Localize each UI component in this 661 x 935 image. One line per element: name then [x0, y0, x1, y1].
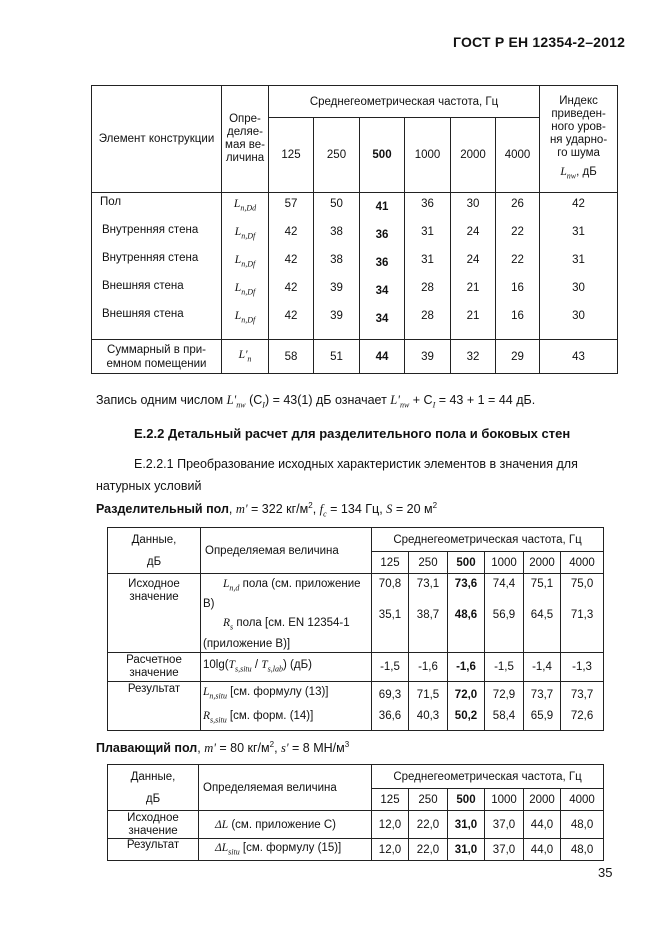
total-500: 44 [360, 340, 405, 374]
t2-freq-4000: 4000 [561, 552, 604, 574]
t2-calc-2000: -1,4 [524, 652, 561, 681]
t2-result-125: 69,3 36,6 [372, 681, 409, 731]
t2-result-250: 71,5 40,3 [409, 681, 448, 731]
header-index: Индекс приведен- ного уров- ня ударно- го шума $L_{nw}$, дБ [540, 86, 618, 193]
t2-result-2000: 73,7 65,9 [524, 681, 561, 731]
t2-initial-250: 73,1 38,7 [409, 574, 448, 653]
freq-250: 250 [314, 118, 360, 193]
freq-2000: 2000 [451, 118, 496, 193]
t2-calc-500: -1,6 [448, 652, 485, 681]
total-4000: 29 [496, 340, 540, 374]
header-frequency: Среднегеометрическая частота, Гц [269, 86, 540, 118]
t2-header-quantity: Определяемая величина [201, 528, 372, 574]
t3-freq-500: 500 [448, 789, 485, 811]
t2-initial-label: Исходное значение [108, 574, 201, 653]
section-heading: Е.2.2 Детальный расчет для разделительного пола и боковых стен [134, 426, 571, 441]
t3-header-quantity: Определяемая величина [199, 765, 372, 811]
t3-result-250: 22,0 [409, 839, 448, 861]
t3-freq-1000: 1000 [485, 789, 524, 811]
t2-initial-1000: 74,4 56,9 [485, 574, 524, 653]
t2-calc-4000: -1,3 [561, 652, 604, 681]
t2-result-1000: 72,9 58,4 [485, 681, 524, 731]
col-index: 42 31 31 30 30 [540, 193, 618, 340]
freq-4000: 4000 [496, 118, 540, 193]
total-index: 43 [540, 340, 618, 374]
total-1000: 39 [405, 340, 451, 374]
total-2000: 32 [451, 340, 496, 374]
total-element: Суммарный в при- емном помещении [92, 340, 222, 374]
t2-calc-quantity: $10\lg(T_{s,situ} / T_{s,lab})$ (дБ) [201, 652, 372, 681]
impact-noise-table [91, 85, 618, 374]
t2-result-quantity: $L_{n,situ}$ [см. формулу (13)] $R_{s,situ}$ [см. форм. (14)] [201, 681, 372, 731]
freq-1000: 1000 [405, 118, 451, 193]
t2-initial-125: 70,8 35,1 [372, 574, 409, 653]
total-row [92, 340, 618, 374]
subsection-line1: Е.2.2.1 Преобразование исходных характеристик элементов в значения для [134, 457, 578, 471]
t3-result-quantity: $\Delta L_{situ}$ [см. формулу (15)] [199, 839, 372, 861]
col-1000: 36 31 31 28 28 [405, 193, 451, 340]
subsection-line2: натурных условий [96, 479, 202, 493]
element-column: Пол Внутренняя стена Внутренняя стена Внешняя стена Внешняя стена [92, 193, 222, 340]
t2-freq-500: 500 [448, 552, 485, 574]
col-4000: 26 22 22 16 16 [496, 193, 540, 340]
t2-initial-quantity: $L_{n,d}$ пола (см. приложение В) $R_s$ пола [см. ЕN 12354-1 (приложение В)] [201, 574, 372, 653]
t2-result-500: 72,0 50,2 [448, 681, 485, 731]
separating-floor-caption: Разделительный пол, m' = 322 $кг/м^2$, $f_c = 134$ Гц, S = 20 $м^2$ [96, 501, 438, 519]
header-element: Элемент конструкции [92, 86, 222, 193]
t2-initial-500: 73,6 48,6 [448, 574, 485, 653]
col-250: 50 38 38 39 39 [314, 193, 360, 340]
t3-freq-2000: 2000 [524, 789, 561, 811]
t3-result-2000: 44,0 [524, 839, 561, 861]
t2-header-data: Данные, дБ [108, 528, 201, 574]
t2-initial-2000: 75,1 64,5 [524, 574, 561, 653]
table-body [92, 193, 618, 340]
col-500: 41 36 36 34 34 [360, 193, 405, 340]
floating-floor-caption: Плавающий пол, m' = 80 $кг/м^2$, s' = 8 $МН/м^3$ [96, 740, 350, 756]
total-250: 51 [314, 340, 360, 374]
t3-freq-4000: 4000 [561, 789, 604, 811]
t2-result-label: Результат [108, 681, 201, 731]
total-125: 58 [269, 340, 314, 374]
t3-initial-2000: 44,0 [524, 811, 561, 839]
t2-result-row [108, 681, 604, 731]
t3-initial-125: 12,0 [372, 811, 409, 839]
t3-initial-1000: 37,0 [485, 811, 524, 839]
freq-500: 500 [360, 118, 405, 193]
t2-freq-125: 125 [372, 552, 409, 574]
total-symbol: $L'_n$ [222, 340, 269, 374]
floating-floor-table [107, 764, 604, 861]
freq-125: 125 [269, 118, 314, 193]
t3-header-data: Данные, дБ [108, 765, 199, 811]
t3-result-125: 12,0 [372, 839, 409, 861]
t2-initial-row [108, 574, 604, 653]
t2-initial-4000: 75,0 71,3 [561, 574, 604, 653]
t2-result-4000: 73,7 72,6 [561, 681, 604, 731]
t3-initial-250: 22,0 [409, 811, 448, 839]
header-quantity: Опре- деляе- мая ве- личина [222, 86, 269, 193]
t3-initial-row [108, 811, 604, 839]
t3-header-frequency: Среднегеометрическая частота, Гц [372, 765, 604, 789]
t2-freq-1000: 1000 [485, 552, 524, 574]
t2-calc-125: -1,5 [372, 652, 409, 681]
t2-header-frequency: Среднегеометрическая частота, Гц [372, 528, 604, 552]
t3-initial-500: 31,0 [448, 811, 485, 839]
t2-freq-2000: 2000 [524, 552, 561, 574]
col-2000: 30 24 24 21 21 [451, 193, 496, 340]
t3-result-row [108, 839, 604, 861]
t3-result-500: 31,0 [448, 839, 485, 861]
t3-result-4000: 48,0 [561, 839, 604, 861]
quantity-column: $L_{n,Dd}$ $L_{n,Df}$ $L_{n,Df}$ $L_{n,Df}$ $L_{n,Df}$ [222, 193, 269, 340]
t3-initial-quantity: ΔL (см. приложение С) [199, 811, 372, 839]
t3-freq-125: 125 [372, 789, 409, 811]
t2-calc-250: -1,6 [409, 652, 448, 681]
t2-calc-1000: -1,5 [485, 652, 524, 681]
t3-initial-label: Исходное значение [108, 811, 199, 839]
t2-calc-row [108, 652, 604, 681]
single-number-note: Запись одним числом $L'_{nw}$ $(C_I) = 43(1)$ дБ означает $L'_{nw} + C_I = 43 + 1 = 44$ дБ. [96, 393, 536, 410]
t2-calc-label: Расчетное значение [108, 652, 201, 681]
t3-freq-250: 250 [409, 789, 448, 811]
page-number: 35 [598, 865, 613, 880]
t3-result-1000: 37,0 [485, 839, 524, 861]
t3-result-label: Результат [108, 839, 199, 861]
document-code: ГОСТ Р ЕН 12354-2–2012 [453, 34, 626, 50]
separating-floor-table [107, 527, 604, 731]
t3-initial-4000: 48,0 [561, 811, 604, 839]
col-125: 57 42 42 42 42 [269, 193, 314, 340]
t2-freq-250: 250 [409, 552, 448, 574]
